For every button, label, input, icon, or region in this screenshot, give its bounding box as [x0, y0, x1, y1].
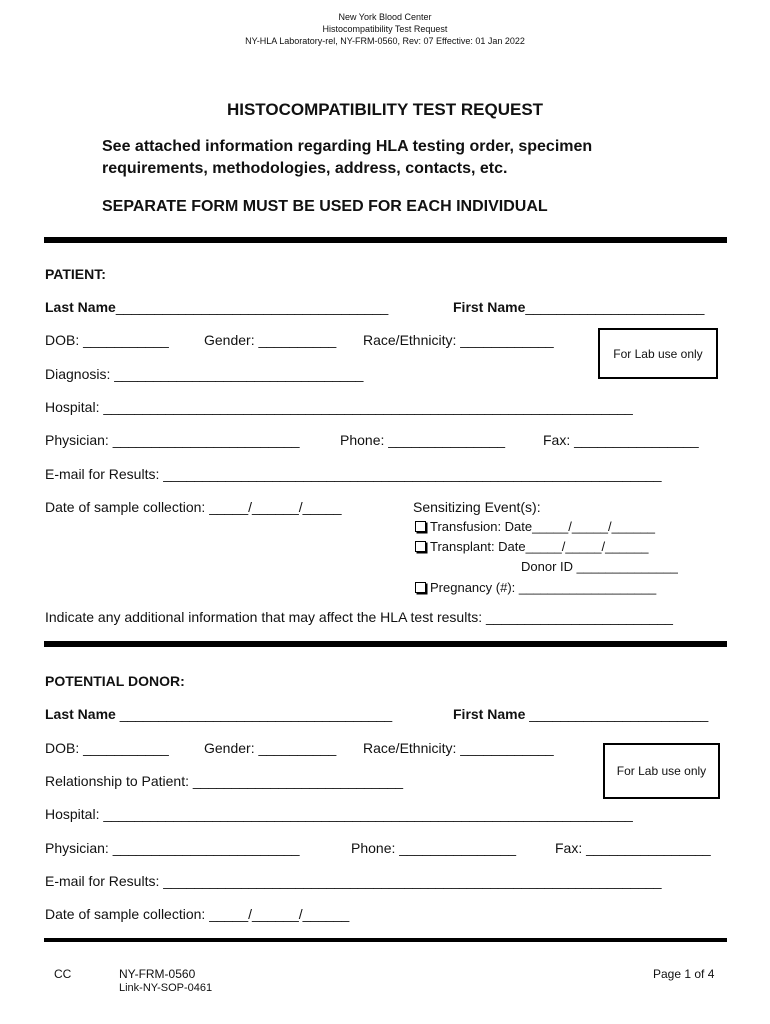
page-number: Page 1 of 4: [653, 967, 715, 981]
donor-hospital-field[interactable]: Hospital: ____________________________________________________________________: [45, 806, 633, 822]
footer-initials: CC: [54, 967, 72, 981]
org-name: New York Blood Center: [338, 12, 432, 22]
transplant-checkbox-icon[interactable]: [415, 541, 426, 552]
patient-dob-field[interactable]: DOB: ___________: [45, 332, 169, 348]
donor-relationship-field[interactable]: Relationship to Patient: ___________________________: [45, 773, 404, 789]
pregnancy-label: Pregnancy (#): ___________________: [430, 580, 657, 595]
patient-hospital-field[interactable]: Hospital: ____________________________________________________________________: [45, 399, 633, 415]
donor-first-name-label: First Name: [453, 706, 526, 722]
section-divider: [44, 641, 727, 647]
patient-collection-date-field[interactable]: Date of sample collection: _____/______/_____: [45, 499, 342, 515]
patient-diagnosis-field[interactable]: Diagnosis: ________________________________: [45, 366, 364, 382]
donor-last-name-field[interactable]: [45, 706, 392, 722]
sensitizing-events-title: Sensitizing Event(s):: [413, 499, 541, 515]
patient-first-name-field[interactable]: [453, 299, 704, 315]
donor-race-field[interactable]: Race/Ethnicity: ____________: [363, 740, 554, 756]
transfusion-label: Transfusion: Date_____/_____/______: [430, 519, 656, 534]
patient-lab-use-label: For Lab use only: [613, 346, 703, 361]
donor-phone-field[interactable]: Phone: _______________: [351, 840, 517, 856]
patient-last-name-field[interactable]: [45, 299, 388, 315]
transplant-label: Transplant: Date_____/_____/______: [430, 539, 649, 554]
transfusion-option[interactable]: [415, 519, 655, 534]
patient-gender-field[interactable]: Gender: __________: [204, 332, 337, 348]
document-title-header: Histocompatibility Test Request: [322, 24, 448, 34]
patient-fax-field[interactable]: Fax: ________________: [543, 432, 699, 448]
pregnancy-option[interactable]: [415, 580, 656, 595]
transplant-option[interactable]: [415, 539, 649, 554]
donor-heading: POTENTIAL DONOR:: [45, 673, 185, 689]
patient-last-name-label: Last Name: [45, 299, 116, 315]
separate-form-notice: SEPARATE FORM MUST BE USED FOR EACH INDIVIDUAL: [102, 198, 548, 215]
patient-phone-field[interactable]: Phone: _______________: [340, 432, 506, 448]
footer-form-code: NY-FRM-0560: [119, 967, 196, 981]
donor-dob-field[interactable]: DOB: ___________: [45, 740, 169, 756]
patient-email-field[interactable]: E-mail for Results: ________________________________________________________________: [45, 466, 662, 482]
intro-line-1: See attached information regarding HLA testing order, specimen: [102, 138, 593, 155]
donor-lab-use-label: For Lab use only: [616, 764, 707, 778]
section-divider: [44, 237, 727, 243]
patient-last-name-blank: ___________________________________: [115, 299, 389, 315]
document-meta: NY-HLA Laboratory-rel, NY-FRM-0560, Rev: 07 Effective: 01 Jan 2022: [245, 36, 525, 46]
patient-heading: PATIENT:: [45, 266, 106, 282]
patient-race-field[interactable]: Race/Ethnicity: ____________: [363, 332, 554, 348]
patient-first-name-blank: _______________________: [525, 299, 705, 315]
donor-collection-date-field[interactable]: Date of sample collection: _____/______/______: [45, 906, 350, 922]
donor-id-field[interactable]: Donor ID ______________: [521, 559, 678, 574]
donor-last-name-blank: ___________________________________: [119, 706, 393, 722]
donor-physician-field[interactable]: Physician: ________________________: [45, 840, 300, 856]
donor-first-name-blank: _______________________: [529, 706, 709, 722]
donor-lab-use-box: [603, 743, 720, 799]
additional-info-field[interactable]: Indicate any additional information that may affect the HLA test results: ________________________: [45, 609, 673, 625]
section-divider: [44, 938, 727, 942]
patient-lab-use-box: [598, 328, 718, 379]
footer-link-code: Link-NY-SOP-0461: [119, 982, 213, 994]
transfusion-checkbox-icon[interactable]: [415, 521, 426, 532]
intro-line-2: requirements, methodologies, address, contacts, etc.: [102, 160, 508, 177]
pregnancy-checkbox-icon[interactable]: [415, 582, 426, 593]
donor-fax-field[interactable]: Fax: ________________: [555, 840, 711, 856]
patient-physician-field[interactable]: Physician: ________________________: [45, 432, 300, 448]
donor-gender-field[interactable]: Gender: __________: [204, 740, 337, 756]
donor-last-name-label: Last Name: [45, 706, 116, 722]
donor-email-field[interactable]: E-mail for Results: ________________________________________________________________: [45, 873, 662, 889]
page-title: HISTOCOMPATIBILITY TEST REQUEST: [226, 100, 544, 119]
patient-first-name-label: First Name: [453, 299, 526, 315]
donor-first-name-field[interactable]: [453, 706, 708, 722]
